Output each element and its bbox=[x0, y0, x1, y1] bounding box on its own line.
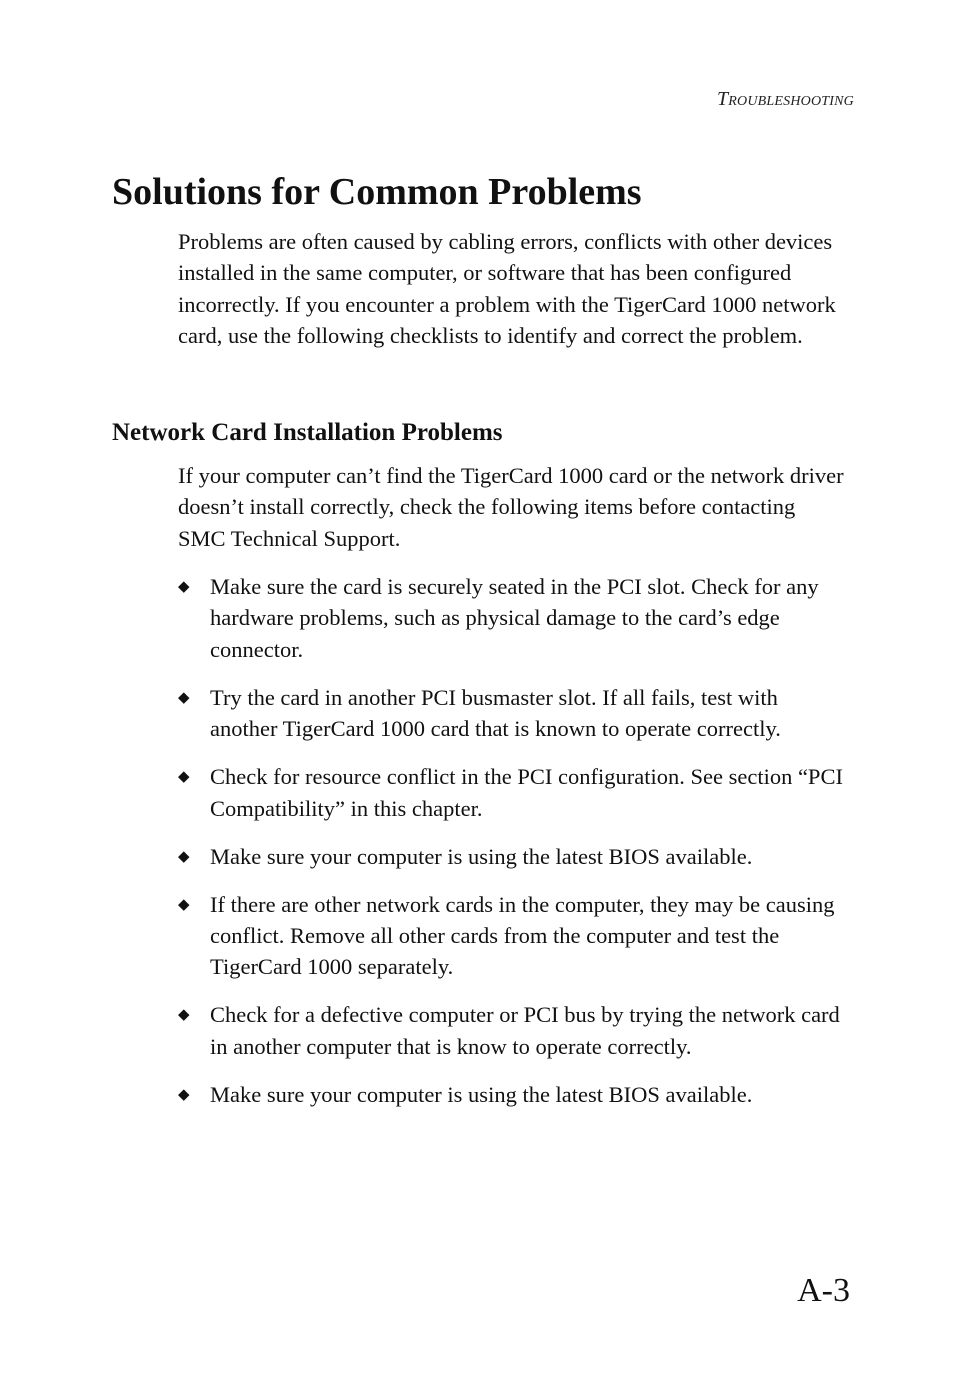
checklist-item-text: Check for a defective computer or PCI bus by trying the network card in another computer that is know to operate correctly. bbox=[210, 1002, 840, 1059]
checklist-item-text: Make sure the card is securely seated in the PCI slot. Check for any hardware problems, such as physical damage to the card’s edge connector. bbox=[210, 574, 819, 662]
page-number: A-3 bbox=[797, 1272, 850, 1309]
checklist-item bbox=[178, 1079, 848, 1110]
running-header: Troubleshooting bbox=[716, 88, 854, 110]
diamond-bullet-icon: ◆ bbox=[178, 894, 190, 913]
page-title: Solutions for Common Problems bbox=[112, 171, 642, 213]
checklist bbox=[178, 571, 848, 1127]
section-title: Network Card Installation Problems bbox=[112, 419, 503, 446]
intro-paragraph: Problems are often caused by cabling errors, conflicts with other devices installed in the same computer, or software that has been configured incorrectly. If you encounter a problem with the TigerCard 1000 network card, use the following checklists to identify and correct the problem. bbox=[178, 229, 836, 349]
diamond-bullet-icon: ◆ bbox=[178, 1084, 190, 1103]
diamond-bullet-icon: ◆ bbox=[178, 846, 190, 865]
checklist-item bbox=[178, 999, 848, 1062]
checklist-item bbox=[178, 841, 848, 872]
section-intro-paragraph: If your computer can’t find the TigerCard 1000 card or the network driver doesn’t install correctly, check the following items before contacting SMC Technical Support. bbox=[178, 463, 844, 551]
diamond-bullet-icon: ◆ bbox=[178, 687, 190, 706]
checklist-item bbox=[178, 889, 848, 983]
checklist-item bbox=[178, 682, 848, 745]
diamond-bullet-icon: ◆ bbox=[178, 767, 190, 786]
checklist-item-text: Make sure your computer is using the latest BIOS available. bbox=[210, 843, 753, 869]
checklist-item bbox=[178, 761, 848, 824]
checklist-item-text: If there are other network cards in the computer, they may be causing conflict. Remove all other cards from the computer and test the TigerCard 1000 separately. bbox=[210, 891, 835, 980]
diamond-bullet-icon: ◆ bbox=[178, 577, 190, 595]
diamond-bullet-icon: ◆ bbox=[178, 1005, 190, 1024]
checklist-item bbox=[178, 571, 848, 665]
checklist-item-text: Make sure your computer is using the latest BIOS available. bbox=[210, 1081, 753, 1107]
checklist-item-text: Try the card in another PCI busmaster slot. If all fails, test with another TigerCard 1000 card that is known to operate correctly. bbox=[210, 684, 781, 742]
checklist-item-text: Check for resource conflict in the PCI configuration. See section “PCI Compatibility” in this chapter. bbox=[210, 764, 843, 821]
